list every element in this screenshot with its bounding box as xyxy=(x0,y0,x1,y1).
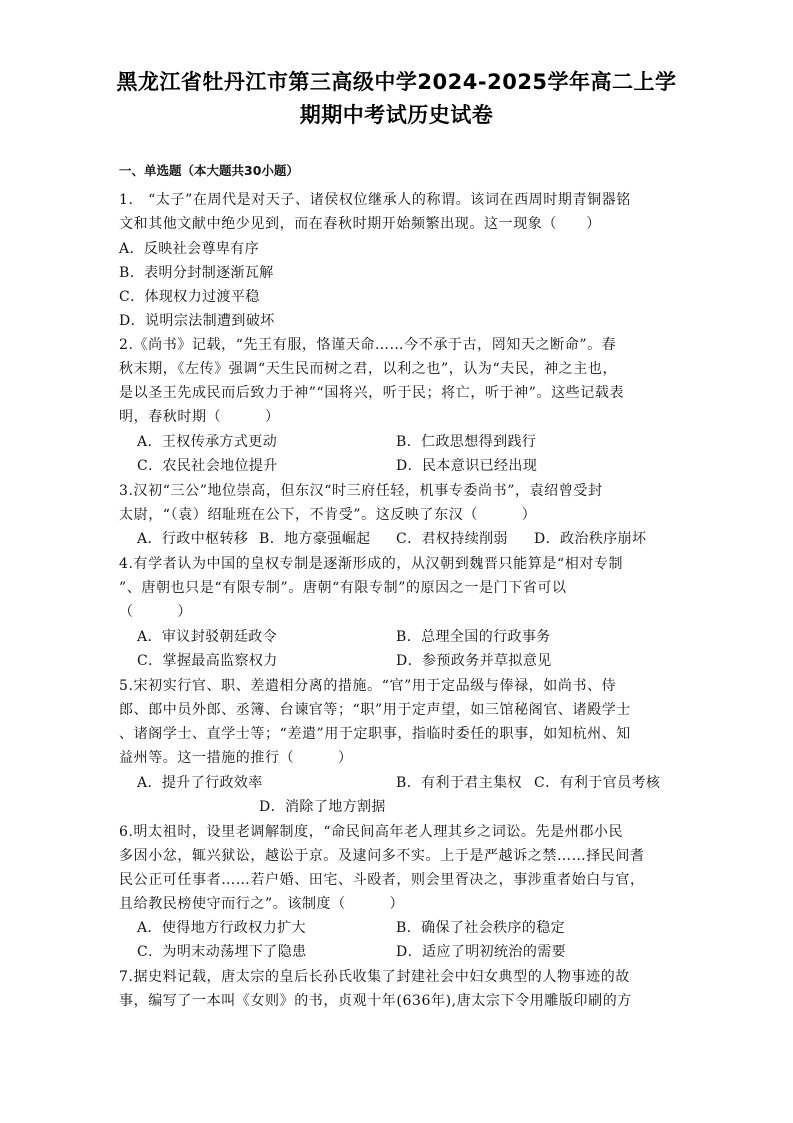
q1-option-b: B．表明分封制逐渐瓦解 xyxy=(119,265,274,281)
question-6-line-3: 民公正可任事者……若户婚、田宅、斗殴者，则会里胥决之，事涉重者始白与官， xyxy=(119,872,645,888)
q5-option-c: C．有利于官员考核 xyxy=(534,775,661,791)
question-4-line-2: ”、唐朝也只是“有限专制”。唐朝“有限专制”的原因之一是门下省可以 xyxy=(119,580,567,596)
q2-option-c: C．农民社会地位提升 xyxy=(137,458,278,474)
question-5-line-4: 益州等。这一措施的推行（ ） xyxy=(119,750,353,766)
q6-option-b: B．确保了社会秩序的稳定 xyxy=(396,920,566,936)
q4-option-b: B．总理全国的行政事务 xyxy=(396,629,551,645)
q5-option-b: B．有利于君主集权 xyxy=(396,775,522,791)
question-1-line-1: 1. “太子”在周代是对天子、诸侯权位继承人的称谓。该词在西周时期青铜器铭 xyxy=(119,192,631,208)
q3-option-d: D．政治秩序崩坏 xyxy=(534,531,647,547)
q1-option-a: A．反映社会尊卑有序 xyxy=(119,241,260,257)
q3-option-c: C．君权持续削弱 xyxy=(396,531,508,547)
q4-option-c: C．掌握最高监察权力 xyxy=(137,653,278,669)
question-6-line-4: 且给教民榜使守而行之”。该制度（ ） xyxy=(119,896,405,912)
question-2-line-1: 2.《尚书》记载，“先王有服，恪谨天命……今不承于古，罔知天之断命”。春 xyxy=(119,337,617,353)
question-3-line-2: 太尉，“（袁）绍耻班在公下，不肯受”。这反映了东汉（ ） xyxy=(119,507,537,523)
question-7-line-2: 事，编写了一本叫《女则》的书，贞观十年(636年),唐太宗下令用雕版印刷的方 xyxy=(119,993,632,1009)
question-6-line-1: 6.明太祖时，设里老调解制度，“命民间高年老人理其乡之词讼。先是州郡小民 xyxy=(119,824,624,840)
question-1-line-2: 文和其他文献中绝少见到，而在春秋时期开始频繁出现。这一现象（ ） xyxy=(119,216,601,232)
q2-option-d: D．民本意识已经出现 xyxy=(396,458,538,474)
q1-option-d: D．说明宗法制遭到破坏 xyxy=(119,313,275,329)
q3-option-b: B．地方豪强崛起 xyxy=(259,531,371,547)
q2-option-b: B．仁政思想得到践行 xyxy=(396,434,537,450)
question-7-line-1: 7.据史料记载，唐太宗的皇后长孙氏收集了封建社会中妇女典型的人物事迹的故 xyxy=(119,969,630,985)
question-5-line-2: 郎、郎中员外郎、丞簿、台谏官等；“职”用于定声望，如三馆秘阁官、诸殿学士 xyxy=(119,702,631,718)
question-2-line-2: 秋末期，《左传》强调“天生民而树之君，以利之也”，认为“夫民，神之主也， xyxy=(119,361,618,377)
page-title-line1: 黑龙江省牡丹江市第三高级中学2024-2025学年高二上学 xyxy=(116,70,677,94)
q3-option-a: A．行政中枢转移 xyxy=(137,531,249,547)
question-6-line-2: 多因小忿，辄兴狱讼，越讼于京。及逮问多不实。上于是严越诉之禁……择民间耆 xyxy=(119,848,645,864)
q1-option-c: C．体现权力过渡平稳 xyxy=(119,289,260,305)
q6-option-c: C．为明末动荡埋下了隐患 xyxy=(137,944,307,960)
page-title-line2: 期期中考试历史试卷 xyxy=(299,103,494,127)
question-5-line-1: 5.宋初实行官、职、差遣相分离的措施。“官”用于定品级与俸禄，如尚书、侍 xyxy=(119,678,617,694)
section-heading: 一、单选题（本大题共30小题） xyxy=(119,163,299,178)
question-4-line-1: 4.有学者认为中国的皇权专制是逐渐形成的，从汉朝到魏晋只能算是“相对专制 xyxy=(119,556,624,572)
question-2-line-4: 明，春秋时期（ ） xyxy=(119,409,280,425)
q5-option-d: D．消除了地方割据 xyxy=(259,799,386,815)
question-5-line-3: 、诸阁学士、直学士等；“差遣”用于定职事，指临时委任的职事，如知杭州、知 xyxy=(119,726,631,742)
q6-option-a: A．使得地方行政权力扩大 xyxy=(137,920,306,936)
q4-option-a: A．审议封驳朝廷政令 xyxy=(137,629,278,645)
question-4-line-3: （ ） xyxy=(119,604,192,620)
q2-option-a: A．王权传承方式更动 xyxy=(137,434,278,450)
q4-option-d: D．参预政务并草拟意见 xyxy=(396,653,552,669)
question-3-line-1: 3.汉初“三公”地位崇高，但东汉“时三府任轻，机事专委尚书”，袁绍曾受封 xyxy=(119,483,603,499)
question-2-line-3: 是以圣王先成民而后致力于神”“国将兴，听于民；将亡，听于神”。这些记载表 xyxy=(119,385,625,401)
q5-option-a: A．提升了行政效率 xyxy=(137,775,263,791)
q6-option-d: D．适应了明初统治的需要 xyxy=(396,944,567,960)
